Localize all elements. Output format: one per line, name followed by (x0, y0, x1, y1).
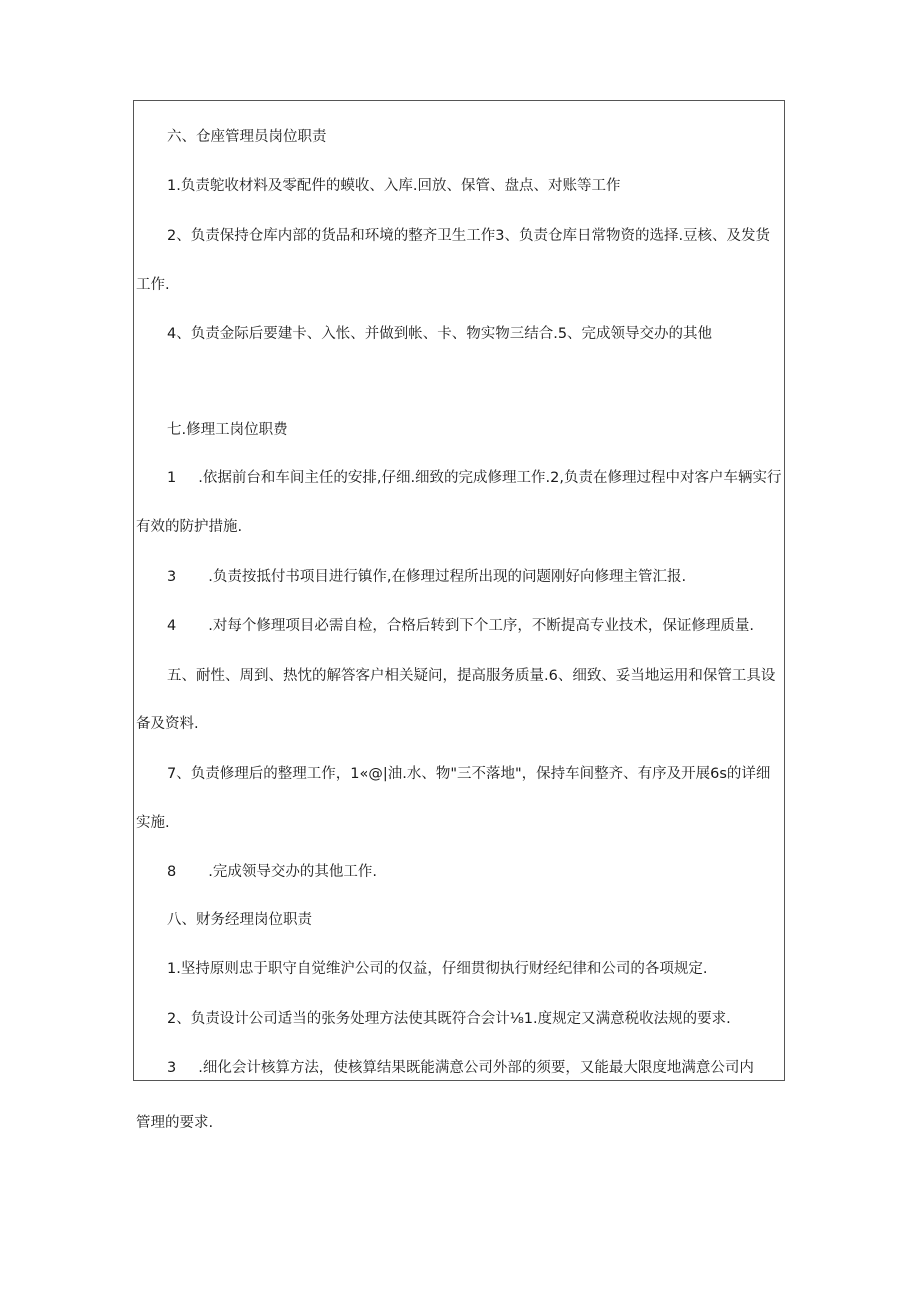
item-text: .负责按抵付书项目进行镇作,在修理过程所出现的问题刚好向修理主管汇报. (208, 569, 687, 585)
paragraph-line: 2、负责保持仓库内部的货品和环境的整齐卫生工作3、负责仓库日常物资的选择.豆核、及发货 (167, 228, 771, 244)
paragraph-line: 管理的要求. (136, 1115, 214, 1131)
paragraph-line: 实施. (136, 815, 170, 831)
section-heading-warehouse: 六、仓座管理员岗位职责 (167, 129, 327, 145)
item-number: 3 (167, 569, 177, 585)
paragraph-line: 2、负责设计公司适当的张务处理方法使其既符合会计⅛1.度规定又满意税收法规的要求. (167, 1011, 731, 1027)
item-text: .依据前台和车间主任的安排,仔细.细致的完成修理工作.2,负责在修理过程中对客户车辆实行 (198, 470, 782, 486)
document-frame (133, 100, 785, 1081)
paragraph-line: 工作. (136, 277, 170, 293)
item-number: 8 (167, 864, 177, 880)
paragraph-line (167, 1058, 754, 1078)
item-text: .完成领导交办的其他工作. (208, 864, 377, 880)
paragraph-line (167, 616, 754, 636)
section-heading-finance: 八、财务经理岗位职责 (167, 912, 312, 928)
paragraph-line: 4、负责金际后要建卡、入怅、并做到帐、卡、物实物三结合.5、完成领导交办的其他 (167, 326, 713, 342)
item-number: 1 (167, 470, 177, 486)
paragraph-line: 1.坚持原则忠于职守自觉维沪公司的仅益，仔细贯彻执行财经纪律和公司的各项规定. (167, 961, 708, 977)
paragraph-line (167, 862, 377, 882)
paragraph-line: 五、耐性、周到、热忱的解答客户相关疑问，提高服务质量.6、细致、妥当地运用和保管工具设 (167, 668, 776, 684)
paragraph-line (167, 567, 686, 587)
paragraph-line: 7、负责修理后的整理工作，1«@|油.水、物"三不落地"，保持车间整齐、有序及开展6s的详细 (167, 766, 771, 782)
item-number: 3 (167, 1060, 177, 1076)
paragraph-line: 有效的防护措施. (136, 519, 243, 535)
item-number: 4 (167, 618, 177, 634)
paragraph-line: 1.负责鸵收材料及零配件的蟆收、入库.回放、保管、盘点、对账等工作 (167, 178, 621, 194)
item-text: .细化会计核算方法，使核算结果既能满意公司外部的须要，又能最大限度地满意公司内 (198, 1060, 754, 1076)
item-text: .对每个修理项目必需自检，合格后转到下个工序，不断提高专业技术，保证修理质量. (208, 618, 754, 634)
paragraph-line (167, 468, 782, 488)
section-heading-repair: 七.修理工岗位职费 (167, 422, 288, 438)
paragraph-line: 备及资料. (136, 716, 199, 732)
